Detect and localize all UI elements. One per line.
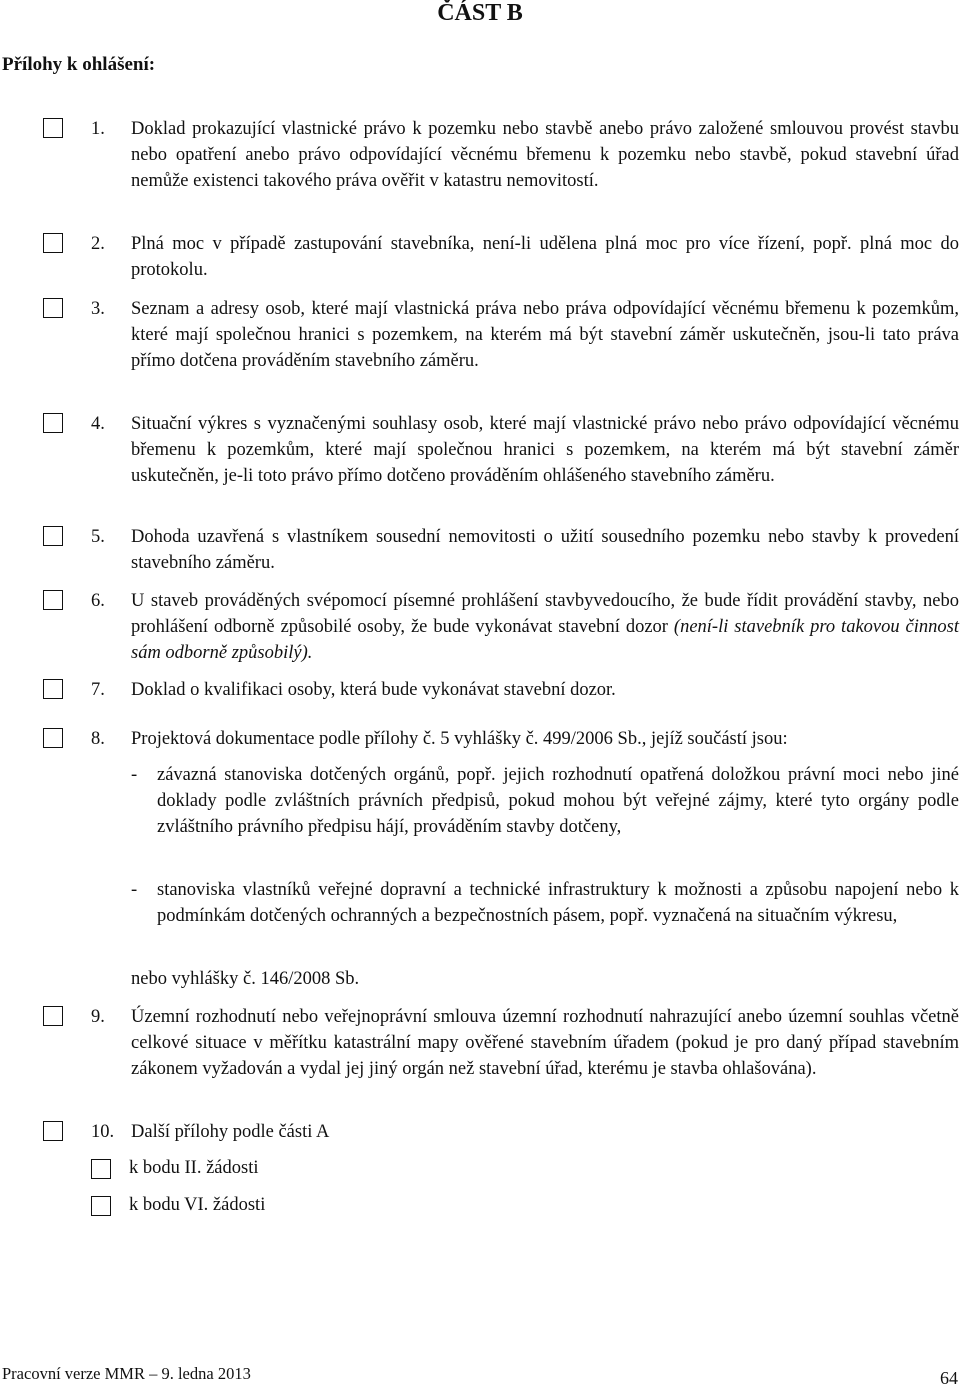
checkbox-item-8[interactable] (43, 728, 63, 748)
checkbox-item-7[interactable] (43, 679, 63, 699)
checkbox-item-1[interactable] (43, 118, 63, 138)
item-number-3: 3. (91, 299, 105, 319)
checkbox-item-10[interactable] (43, 1121, 63, 1141)
checkbox-item-3[interactable] (43, 298, 63, 318)
attachments-heading: Přílohy k ohlášení: (2, 54, 156, 75)
page-title: ČÁST B (437, 0, 523, 26)
item-text-7: Doklad o kvalifikaci osoby, která bude vykonávat stavební dozor. (131, 680, 616, 700)
item-number-9: 9. (91, 1007, 105, 1027)
item-number-1: 1. (91, 119, 105, 139)
item-number-5: 5. (91, 527, 105, 547)
checkbox-item-4[interactable] (43, 413, 63, 433)
item-text-3: Seznam a adresy osob, které mají vlastnická práva nebo práva odpovídající věcnému břemenu k pozemkům, které mají společnou hranici s pozemkem, na kterém má být stavební záměr uskutečněn, jsou-li tato práva přímo dotčena prováděním stavebního záměru. (131, 299, 959, 371)
sub-dash-8-1: - (131, 765, 138, 785)
item-number-8: 8. (91, 729, 105, 749)
item-text-9: Územní rozhodnutí nebo veřejnoprávní smlouva územní rozhodnutí nahrazující anebo územní souhlas včetně celkové situace v měřítku katastrální mapy ověřené stavebním úřadem (pokud je pro daný případ stavebním zákonem vyžadován a vydal jej jiný orgán než stavební úřad, kterému je stavba ohlašována). (131, 1007, 959, 1079)
item-text-4: Situační výkres s vyznačenými souhlasy osob, které mají vlastnické právo nebo právo odpovídající věcnému břemenu k pozemkům, které mají společnou hranici s pozemkem, na kterém má být stavební záměr uskutečněn, je-li toto právo přímo dotčeno prováděním ohlášeného stavebního záměru. (131, 414, 959, 486)
page-number: 64 (940, 1368, 958, 1388)
sub-text-8-1: závazná stanoviska dotčených orgánů, popř. jejich rozhodnutí opatřená doložkou právní moci nebo jiné doklady podle zvláštních právních předpisů, pokud mohou být veřejné zájmy, které tyto orgány podle zvláštního právního předpisu hájí, prováděním stavby dotčeny, (157, 765, 959, 837)
option-label-bod-vi: k bodu VI. žádosti (129, 1195, 266, 1215)
item-text-6 (131, 588, 959, 666)
checkbox-option-bod-vi[interactable] (91, 1196, 111, 1216)
option-label-bod-ii: k bodu II. žádosti (129, 1158, 259, 1178)
item-number-10: 10. (91, 1122, 115, 1142)
item-text-2: Plná moc v případě zastupování stavebníka, není-li udělena plná moc pro více řízení, popř. plná moc do protokolu. (131, 234, 959, 280)
sub-text-8-2: stanoviska vlastníků veřejné dopravní a technické infrastruktury k možnosti a způsobu napojení nebo k podmínkám dotčených ochranných a bezpečnostních pásem, popř. vyznačená na situačním výkresu, (157, 880, 959, 926)
item-number-2: 2. (91, 234, 105, 254)
item-number-4: 4. (91, 414, 105, 434)
checkbox-item-5[interactable] (43, 526, 63, 546)
checkbox-item-2[interactable] (43, 233, 63, 253)
item-text-8: Projektová dokumentace podle přílohy č. 5 vyhlášky č. 499/2006 Sb., jejíž součástí jsou: (131, 729, 788, 749)
checkbox-option-bod-ii[interactable] (91, 1159, 111, 1179)
footer-version: Pracovní verze MMR – 9. ledna 2013 (2, 1364, 251, 1383)
checkbox-item-6[interactable] (43, 590, 63, 610)
item-8-tail: nebo vyhlášky č. 146/2008 Sb. (131, 969, 360, 989)
item-number-6: 6. (91, 591, 105, 611)
item-number-7: 7. (91, 680, 105, 700)
item-text-6-main: U staveb prováděných svépomocí písemné prohlášení stavbyvedoucího, že bude řídit provádění stavby, nebo prohlášení odborně způsobilé osoby, že bude vykonávat stavební dozor (131, 591, 959, 637)
sub-dash-8-2: - (131, 880, 138, 900)
item-text-10: Další přílohy podle části A (131, 1122, 330, 1142)
item-text-5: Dohoda uzavřená s vlastníkem sousední nemovitosti o užití sousedního pozemku nebo stavby k provedení stavebního záměru. (131, 527, 959, 573)
item-text-6-italic: (není-li stavebník pro takovou činnost sám odborně způsobilý). (131, 617, 959, 663)
item-text-1: Doklad prokazující vlastnické právo k pozemku nebo stavbě anebo právo založené smlouvou provést stavbu nebo opatření anebo právo odpovídající věcnému břemenu k pozemku nebo stavbě, pokud stavební úřad nemůže existenci takového práva ověřit v katastru nemovitostí. (131, 119, 959, 191)
checkbox-item-9[interactable] (43, 1006, 63, 1026)
